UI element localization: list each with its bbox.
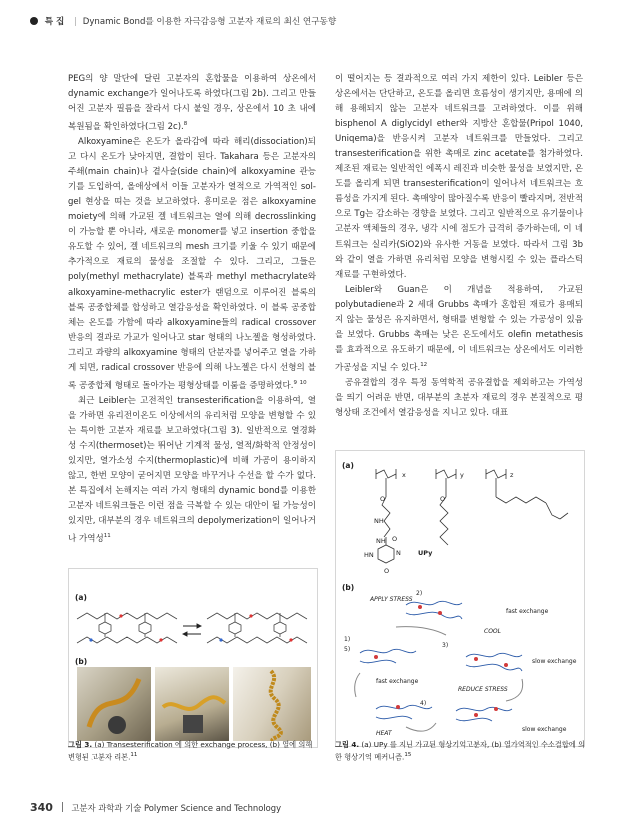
svg-text:fast exchange: fast exchange	[376, 678, 419, 685]
svg-text:4): 4)	[420, 700, 427, 707]
svg-text:2): 2)	[416, 590, 423, 597]
header-title: Dynamic Bond를 이용한 자극감응형 고분자 재료의 최신 연구동향	[82, 17, 337, 27]
figure-3-caption: 그림 3. (a) Transesterification 에 의한 exchange process, (b) 열에 의해 변형된 고분자 리본.$^{11}$	[68, 740, 313, 762]
svg-text:N: N	[396, 549, 401, 557]
ribbon-photo-3	[233, 667, 311, 741]
running-header: 특 집 | Dynamic Bond를 이용한 자극감응형 고분자 재료의 최신 연구동향	[30, 15, 600, 31]
svg-text:slow exchange: slow exchange	[522, 726, 567, 733]
svg-text:NH: NH	[374, 517, 384, 525]
svg-text:HN: HN	[364, 551, 374, 559]
svg-text:O: O	[440, 495, 446, 503]
paragraph: PEG의 양 말단에 달린 고분자의 혼합물을 이용하여 상온에서 dynamic exchange가 일어나도록 하였다(그림 2b). 그리고 만들어진 고분자 필름을 잘라서 다시 붙일 경우, 상온에서 10 초 내에 복원됨을 확인하였다(그림 2c).$^8$	[68, 74, 316, 132]
svg-text:O: O	[380, 495, 386, 503]
svg-text:O: O	[392, 535, 398, 543]
figure-label-a: (a)	[342, 461, 354, 470]
paragraph: Alkoxyamine은 온도가 올라감에 따라 해리(dissociation)되고 다시 온도가 낮아지면, 결합이 된다. Takahara 등은 고분자의 주쇄(main chain)나 곁사슬(side chain)에 alkoxyamine 관능기를 도입하여, 올애상에서 이들 고분자가 열적으로 가역적인 sol-gel 현상을 띠는 것을 보고하였다. 흥미로운 점은 alkoxyamine moiety에 의해 가교된 겔 네트워크는 열에 의해 decrosslinking이 가능할 뿐 아니라, 새로운 monomer를 넣고 insertion 중합을 유도할 수 있어, 겔 네트워크의 mesh 크기를 키울 수 있기 때문에 추가적으로 재료의 물성을 조절할 수 있다. 그리고, 그들은 poly(methyl methacrylate) 블록과 methyl methacrylate와 alkoxyamine-methacrylic ester가 랜덤으로 이루어진 블록의 블록 공중합체를 합성하고 열감응성을 확인하였다. 이 블록 공중합체는 온도를 가함에 따라 alkoxyamine들의 radical crossover 반응의 결과로 가교가 일어나고 star 형태의 나노젤을 형성하였다. 그리고 과량의 alkoxyamine 형태의 단분자를 넣어주고 열을 가하게 되면, radical crossover 반응에 의해 나노젤은 다시 선형의 블록 공중합체 형태로 돌아가는 평형상태를 이룸을 증명하였다.$^9$ $^{10}$	[68, 137, 316, 391]
journal-name: 고분자 과학과 기술 Polymer Science and Technology	[71, 803, 282, 813]
svg-text:slow exchange: slow exchange	[532, 658, 577, 665]
page-footer	[30, 801, 281, 814]
figure-3	[68, 568, 318, 748]
svg-text:z: z	[510, 471, 514, 479]
svg-text:fast exchange: fast exchange	[506, 608, 549, 615]
figure-4-caption: 그림 4. (a) UPy 를 지닌 가교된 형상기억고분자, (b) 열가역적인 수소결합에 의한 형상기억 메커니즘.$^{15}$	[335, 740, 585, 762]
paragraph: 공유결합의 경우 특정 동역학적 공유결합을 제외하고는 가역성을 띄기 어려운 반면, 대부분의 초분자 재료의 경우 본질적으로 평형상태 조건에서 열감응성을 지니고 있다. 대표	[335, 377, 583, 418]
shape-memory-mechanism	[336, 587, 582, 747]
left-column	[68, 72, 316, 547]
svg-text:y: y	[460, 471, 464, 479]
paragraph: 최근 Leibler는 고전적인 transesterification을 이용하여, 열을 가하면 유리전이온도 이상에서의 유리처럼 모양을 변형할 수 있는 특이한 고분자 재료를 보고하였다(그림 3). 일반적으로 열경화성 수지(thermoset)는 뛰어난 기계적 물성, 열적/화학적 안정성이 있지만, 열가소성 수지(thermoplastic)에 비해 가공이 용이하지 않고, 한번 모양이 굳어지면 모양을 바꾸거나 수선을 할 수가 없다. 본 특집에서 논해지는 여러 가지 형태의 dynamic bond를 이용한 고분자 네트워크들은 이런 점을 극복할 수 있는 대안이 될 가능성이 있지만, 대부분의 경우 네트워크의 depolymerization이 일어나거나 가역성$^{11}$	[68, 395, 316, 544]
svg-text:REDUCE STRESS: REDUCE STRESS	[458, 686, 508, 693]
svg-text:5): 5)	[344, 646, 351, 653]
svg-text:NH: NH	[376, 537, 386, 545]
svg-text:APPLY STRESS: APPLY STRESS	[370, 596, 413, 603]
section-label: 특 집	[44, 17, 65, 27]
figure-label-a: (a)	[75, 593, 87, 602]
paragraph: 이 떨어지는 등 결과적으로 여러 가지 제한이 있다. Leibler 등은 상온에서는 단단하고, 온도를 올리면 흐름성이 생기지만, 용매에 의해 용해되지 않는 고분자 네트워크를 고려하였다. 이를 위해 bisphenol A diglycidyl ether와 지방산 혼합물(Pripol 1040, Uniqema)을 반응시켜 고분자 네트워크를 만들었다. 그리고 transesterification을 위한 촉매로 zinc acetate를 첨가하였다. 제조된 재료는 일반적인 에폭시 레진과 비슷한 물성을 보였지만, 온도를 올리게 되면 transesterification이 일어나서 네트워크는 흐름성을 가지게 된다. 촉매양이 많아질수록 반응이 빨라지며, 전반적으로 Tg는 감소하는 경향을 보였다. 그리고 일반적으로 유기물이나 고분자 액체들의 경우, 냉각 시에 점도가 급격히 증가하는데, 이 네트워크는 실리카(SiO2)와 유사한 거동을 보였다. 따라서 그림 3b와 같이 열을 가하면 유리처럼 모양을 변형시킬 수 있는 플라스틱 재료를 구현하였다.	[335, 74, 583, 280]
figure-label-b: (b)	[75, 657, 88, 666]
svg-text:UPy: UPy	[418, 549, 433, 557]
svg-text:1): 1)	[344, 636, 351, 643]
upy-structure	[336, 457, 582, 581]
svg-text:COOL: COOL	[484, 628, 501, 635]
svg-text:3): 3)	[442, 642, 449, 649]
figure-4	[335, 450, 585, 747]
paragraph: Leibler와 Guan은 이 개념을 적용하여, 가교된 polybutadiene과 2 세대 Grubbs 촉매가 혼합된 재료가 용매되지 않는 물성은 유지하면서, 형태를 변형할 수 있는 가공성이 있음을 보였다. Grubbs 촉매는 낮은 온도에서도 olefin metathesis 를 효과적으로 유도하기 때문에, 이 네트워크는 상온에서도 이러한 가공성을 지닐 수 있다.$^{12}$	[335, 284, 583, 373]
figure-label-b: (b)	[342, 583, 355, 592]
svg-text:HEAT: HEAT	[376, 730, 392, 737]
bullet-icon	[30, 17, 38, 25]
ribbon-photo-1	[77, 667, 151, 741]
right-column	[335, 72, 583, 421]
transesterification-scheme	[69, 601, 315, 661]
svg-text:x: x	[402, 471, 406, 479]
svg-text:O: O	[384, 567, 390, 575]
ribbon-photo-2	[155, 667, 229, 741]
page-number: 340	[30, 801, 53, 814]
